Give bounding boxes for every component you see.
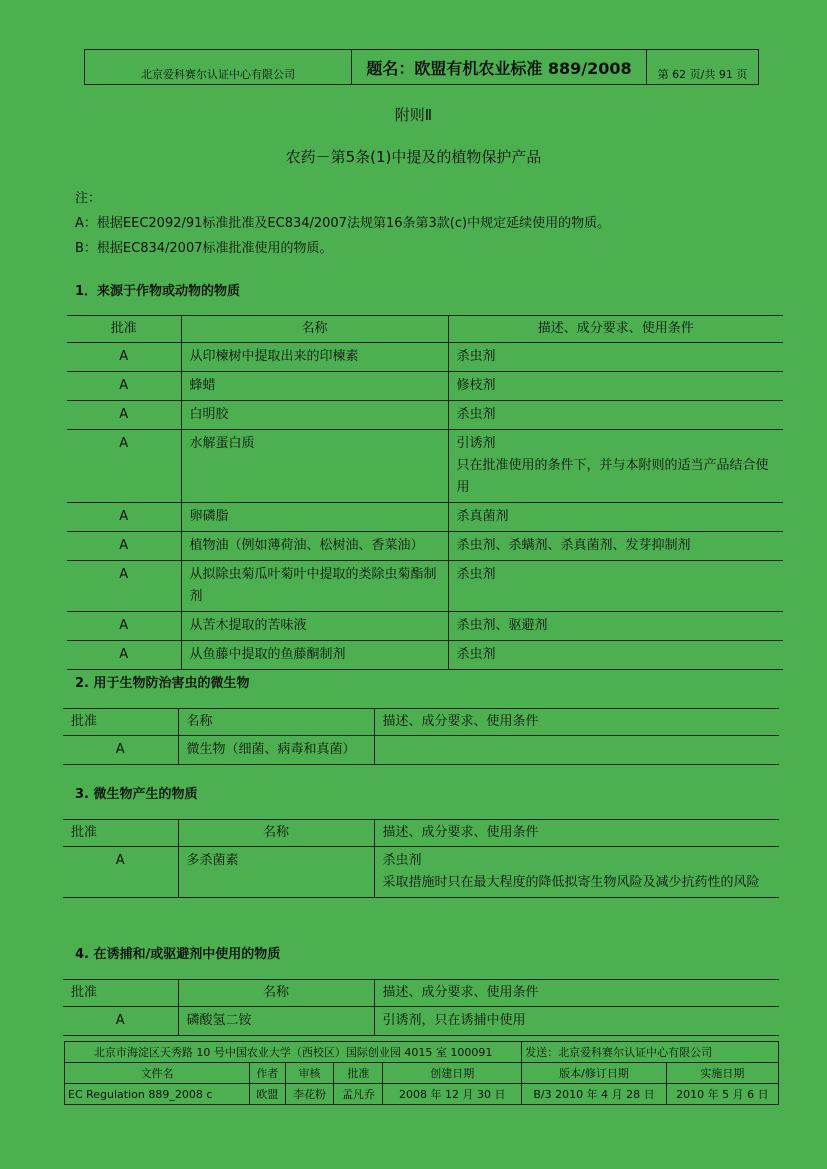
annex-title: 附则Ⅱ bbox=[394, 106, 433, 124]
table-row bbox=[67, 503, 783, 532]
footer-label: 版本/修订日期 bbox=[522, 1063, 667, 1084]
row-approval: A bbox=[63, 847, 178, 898]
row-name: 多杀菌素 bbox=[178, 847, 374, 898]
footer-value: 2010 年 5 月 6 日 bbox=[666, 1084, 778, 1105]
row-desc: 杀虫剂 bbox=[448, 343, 783, 372]
row-desc-line2: 采取措施时只在最大程度的降低拟寄生物风险及减少抗药性的风险 bbox=[382, 875, 760, 890]
section3-table bbox=[63, 819, 779, 898]
footer-value-row bbox=[65, 1084, 779, 1105]
col-name: 名称 bbox=[178, 709, 374, 736]
row-name: 白明胶 bbox=[181, 401, 448, 430]
header-company: 北京爱科赛尔认证中心有限公司 bbox=[85, 50, 352, 85]
table-row bbox=[67, 641, 783, 670]
col-name: 名称 bbox=[181, 316, 448, 343]
col-approval: 批准 bbox=[63, 820, 178, 847]
section3-heading: 3. 微生物产生的物质 bbox=[75, 787, 198, 802]
row-desc bbox=[448, 430, 783, 503]
row-approval: A bbox=[63, 1007, 178, 1036]
row-approval: A bbox=[67, 430, 181, 503]
document-subtitle: 农药－第5条(1)中提及的植物保护产品 bbox=[285, 148, 542, 166]
row-approval: A bbox=[63, 736, 178, 765]
section4-table bbox=[63, 979, 779, 1036]
footer-issuer: 发送：北京爱科赛尔认证中心有限公司 bbox=[522, 1042, 779, 1063]
footer-value: EC Regulation 889_2008 c bbox=[65, 1084, 250, 1105]
col-name: 名称 bbox=[178, 820, 374, 847]
footer-value: 孟凡乔 bbox=[334, 1084, 383, 1105]
row-name: 从鱼藤中提取的鱼藤酮制剂 bbox=[181, 641, 448, 670]
section1-table bbox=[67, 315, 783, 670]
section1-heading: 1．来源于作物或动物的物质 bbox=[75, 284, 241, 299]
table-row bbox=[67, 532, 783, 561]
footer-label: 审核 bbox=[285, 1063, 334, 1084]
col-desc: 描述、成分要求、使用条件 bbox=[374, 980, 779, 1007]
row-name: 从拟除虫菊瓜叶菊叶中提取的类除虫菊酯制剂 bbox=[181, 561, 448, 612]
col-name: 名称 bbox=[178, 980, 374, 1007]
row-approval: A bbox=[67, 372, 181, 401]
row-approval: A bbox=[67, 612, 181, 641]
row-desc: 杀虫剂 bbox=[448, 641, 783, 670]
footer-label: 批准 bbox=[334, 1063, 383, 1084]
row-approval: A bbox=[67, 532, 181, 561]
notes-label: 注： bbox=[75, 191, 102, 206]
row-name: 水解蛋白质 bbox=[181, 430, 448, 503]
row-name: 植物油（例如薄荷油、松树油、香菜油） bbox=[181, 532, 448, 561]
table-row bbox=[67, 430, 783, 503]
row-name: 磷酸氢二铵 bbox=[178, 1007, 374, 1036]
row-desc bbox=[374, 847, 779, 898]
table-row bbox=[63, 736, 779, 765]
footer-label: 实施日期 bbox=[666, 1063, 778, 1084]
col-desc: 描述、成分要求、使用条件 bbox=[448, 316, 783, 343]
row-approval: A bbox=[67, 561, 181, 612]
note-a: A：根据EEC2092/91标准批准及EC834/2007法规第16条第3款(c)中规定延续使用的物质。 bbox=[75, 216, 611, 231]
footer-label: 创建日期 bbox=[383, 1063, 522, 1084]
footer-label: 文件名 bbox=[65, 1063, 250, 1084]
table-row bbox=[67, 372, 783, 401]
table-row bbox=[67, 561, 783, 612]
footer-value: 李花粉 bbox=[285, 1084, 334, 1105]
table-header-row bbox=[67, 316, 783, 343]
row-name: 蜂蜡 bbox=[181, 372, 448, 401]
table-row bbox=[63, 1007, 779, 1036]
footer-value: 欧盟 bbox=[250, 1084, 285, 1105]
section2-table bbox=[63, 708, 779, 765]
col-desc: 描述、成分要求、使用条件 bbox=[374, 820, 779, 847]
row-approval: A bbox=[67, 503, 181, 532]
row-desc: 杀虫剂、驱避剂 bbox=[448, 612, 783, 641]
table-row bbox=[67, 343, 783, 372]
table-header-row bbox=[63, 709, 779, 736]
row-desc bbox=[374, 736, 779, 765]
row-desc: 杀虫剂 bbox=[448, 401, 783, 430]
row-approval: A bbox=[67, 401, 181, 430]
page-header bbox=[84, 49, 759, 85]
col-approval: 批准 bbox=[63, 709, 178, 736]
row-desc: 杀真菌剂 bbox=[448, 503, 783, 532]
row-name: 卵磷脂 bbox=[181, 503, 448, 532]
footer-label-row bbox=[65, 1063, 779, 1084]
footer-address: 北京市海淀区天秀路 10 号中国农业大学（西校区）国际创业园 4015 室 100091 bbox=[65, 1042, 522, 1063]
row-desc: 修枝剂 bbox=[448, 372, 783, 401]
header-page: 第 62 页/共 91 页 bbox=[647, 50, 759, 85]
col-approval: 批准 bbox=[63, 980, 178, 1007]
row-desc: 杀虫剂 bbox=[448, 561, 783, 612]
row-name: 微生物（细菌、病毒和真菌） bbox=[178, 736, 374, 765]
footer-label: 作者 bbox=[250, 1063, 285, 1084]
note-b: B：根据EC834/2007标准批准使用的物质。 bbox=[75, 241, 333, 256]
row-desc: 引诱剂，只在诱捕中使用 bbox=[374, 1007, 779, 1036]
col-desc: 描述、成分要求、使用条件 bbox=[374, 709, 779, 736]
footer-value: B/3 2010 年 4 月 28 日 bbox=[522, 1084, 667, 1105]
table-row bbox=[63, 847, 779, 898]
section2-heading: 2. 用于生物防治害虫的微生物 bbox=[75, 676, 250, 691]
table-header-row bbox=[63, 980, 779, 1007]
row-desc: 杀虫剂、杀螨剂、杀真菌剂、发芽抑制剂 bbox=[448, 532, 783, 561]
table-row bbox=[67, 612, 783, 641]
row-name: 从苦木提取的苦味液 bbox=[181, 612, 448, 641]
footer-value: 2008 年 12 月 30 日 bbox=[383, 1084, 522, 1105]
row-name: 从印楝树中提取出来的印楝素 bbox=[181, 343, 448, 372]
section4-heading: 4. 在诱捕和/或驱避剂中使用的物质 bbox=[75, 947, 281, 962]
row-desc-line1: 引诱剂 bbox=[456, 436, 496, 451]
table-row bbox=[67, 401, 783, 430]
row-desc-line1: 杀虫剂 bbox=[382, 853, 422, 868]
row-desc-line2: 只在批准使用的条件下，并与本附则的适当产品结合使用 bbox=[456, 458, 769, 495]
col-approval: 批准 bbox=[67, 316, 181, 343]
row-approval: A bbox=[67, 641, 181, 670]
table-header-row bbox=[63, 820, 779, 847]
header-title: 题名：欧盟有机农业标准 889/2008 bbox=[352, 50, 647, 85]
page-footer bbox=[64, 1041, 779, 1105]
row-approval: A bbox=[67, 343, 181, 372]
